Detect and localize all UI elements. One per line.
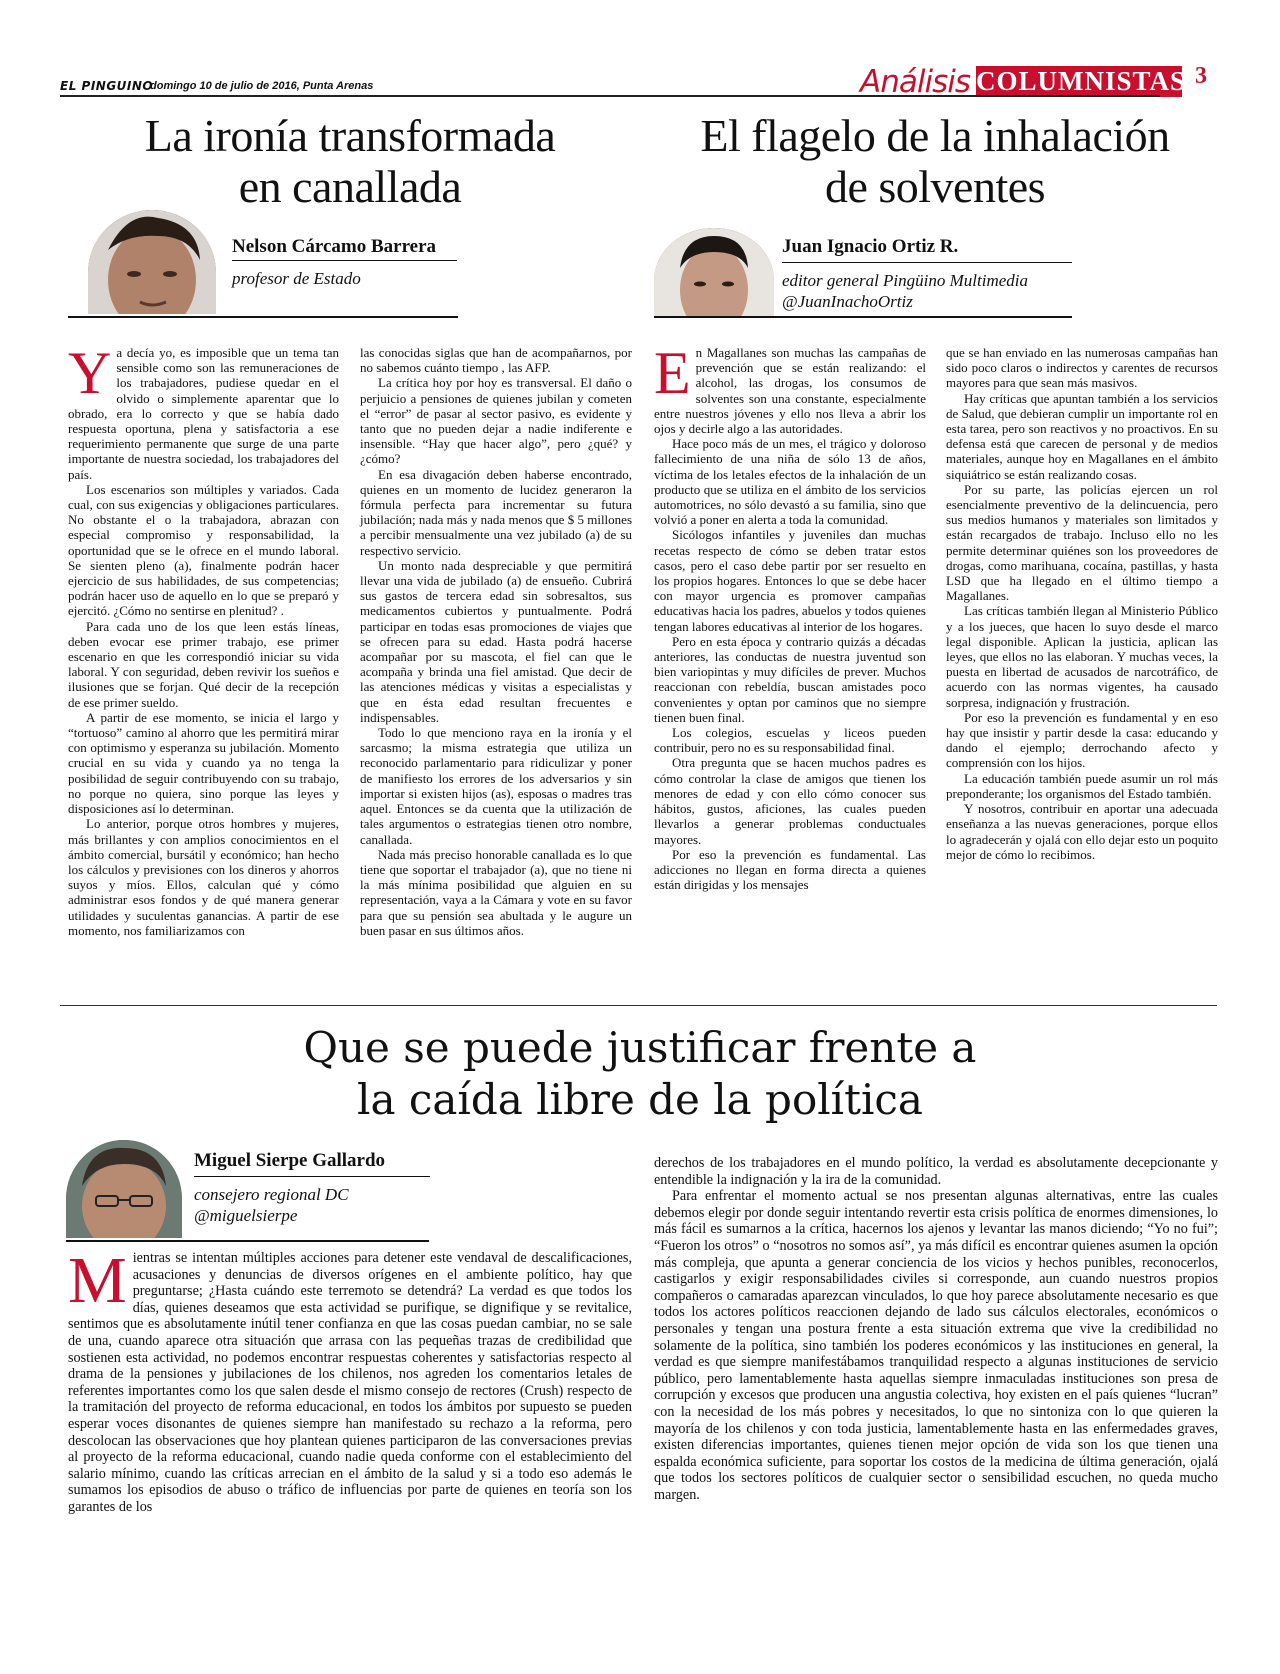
paragraph: Por eso la prevención es fundamental. Las adicciones no llegan en forma directa a quienes están dirigidas y los mensajes (654, 846, 926, 893)
article2-title-line1: El flagelo de la inhalación (700, 110, 1170, 161)
author-photo (88, 210, 216, 314)
paragraph: Y nosotros, contribuir en aportar una adecuada enseñanza a las nuevas generaciones, porque ellos lo agradecerán y ojalá con ello dejar esto un poquito mejor de cómo lo recibimos. (946, 801, 1218, 862)
drop-cap: M (68, 1244, 127, 1317)
paragraph: n Magallanes son muchas las campañas de prevención que se están realizando: el alcohol, las drogas, los consumos de solventes son una constante, especialmente entre nuestros jóvenes y ello nos lleva a abrir los ojos y decirle algo a las autoridades. (654, 345, 926, 437)
paragraph: Los colegios, escuelas y liceos pueden contribuir, pero no es su responsabilidad final. (654, 725, 926, 756)
paragraph: Los escenarios son múltiples y variados. Cada cual, con sus exigencias y obligaciones particulares. No obstante el o la trabajadora, abrazan con especial compromiso y responsabilidad, la oportunidad que se le ofrece en el mundo laboral. Se sienten pleno (a), finalmente podrán hacer ejercicio de sus habilidades, de sus competencias; podrán hacer uso de aquello en lo que se preparó y ejercitó. ¿Cómo no sentirse en plenitud? . (68, 481, 339, 619)
paragraph: Otra pregunta que se hacen muchos padres es cómo controlar la clase de amigos que tienen los menores de edad y con ello cómo conocer sus hábitos, gustos, aficiones, las cuales pueden llevarlos a generar problemas conductuales mayores. (654, 755, 926, 847)
portrait-icon (66, 1140, 182, 1238)
paragraph: Para cada uno de los que leen estás líneas, deben evocar ese primer trabajo, ese primer escenario en que les correspondió iniciar su vida laboral. Y con seguridad, deben revivir los sueños e ilusiones que se forjan. Qué decir de la recepción de ese primer sueldo. (68, 618, 339, 710)
section-divider (60, 1005, 1217, 1006)
paragraph: ientras se intentan múltiples acciones para detener este vendaval de descalificaciones, acusaciones y denuncias de diversos orígenes en el ambiente político, hay que preguntarse; ¿Hasta cuándo este terremoto se detendrá? La verdad es que todos los días, quienes deseamos que esta actividad se purifique, se dignifique y se revitalice, sentimos que es absolutamente inútil tener confianza en que las cosas puedan cambiar, no se sale de una, cuando aparece otra situación que arrasa con las pequeñas trazas de credibilidad que sostienen esta actividad, no podemos encontrar respuestas coherentes y satisfactorias respecto al drama de la pensiones y jubilaciones de los chilenos, nos agreden los comentarios letales de referentes importantes como los que salen desde el mismo consejo de rectores (Crush) respecto de la tramitación del proyecto de reforma educacional, en todos los ámbitos por supuesto se pueden esperar voces disonantes de quienes siempre han manifestado su rechazo a la reforma, pero descolocan las observaciones que hoy plantean quienes participaron de las conversaciones previas al proyecto de la reforma educacional, cuando nadie queda conforme con el establecimiento del salario mínimo, cuando las críticas arrecian en el ámbito de la salud y si a todo eso además le sumamos los episodios de abuso o tráfico de influencias por parte de quienes en teoría son los garantes de los (68, 1250, 632, 1515)
byline-rule (654, 316, 1072, 318)
author-photo (66, 1140, 182, 1238)
article1-column-1 (68, 340, 339, 938)
portrait-icon (654, 228, 774, 316)
paragraph: Por su parte, las policías ejercen un rol esencialmente preventivo de la delincuencia, pero sus medios humanos y materiales son limitados y están recargados de trabajo. Incluso ello no les permite determinar quiénes son los proveedores de drogas, como marihuana, cocaína, pastillas, y hasta LSD que ha llegado en el último tiempo a Magallanes. (946, 481, 1218, 604)
paragraph: Todo lo que menciono raya en la ironía y el sarcasmo; la misma estrategia que utiliza un reconocido parlamentario para ridiculizar y poner de manifiesto los errores de los adversarios y sin importar si existen hijos (as), esposas o madres tras aquel. Entonces se da cuenta que la utilización de tales argumentos o estrategias tienen otro nombre, canallada. (360, 725, 632, 847)
paragraph: derechos de los trabajadores en el mundo político, la verdad es absolutamente decepcionante y entendible la indignación y la ira de la comunidad. (654, 1155, 1218, 1188)
article3-role-line1: consejero regional DC (194, 1185, 349, 1204)
article3-author: Miguel Sierpe Gallardo (194, 1150, 386, 1171)
paragraph: A partir de ese momento, se inicia el largo y “tortuoso” camino al ahorro que les permitirá mirar con optimismo y esperanza su jubilación. Momento crucial en su vida y cuando ya no tenga la posibilidad de seguir contribuyendo con su trabajo, no porque no quiera, sino porque las leyes y disposiciones así lo determinan. (68, 709, 339, 817)
section-badge: COLUMNISTAS (976, 66, 1187, 96)
article3-column-1 (68, 1244, 632, 1516)
article2-title-line2: de solventes (824, 161, 1046, 212)
paragraph: Las críticas también llegan al Ministerio Público y a los jueces, que hacen lo suyo desde el marco legal disponible. Aplican la justicia, aplican las leyes, que ellos no las elaboran. Y muchas veces, la puesta en libertad de acusados de narcotráfico, de acuerdo con las normas vigentes, ha causado sorpresa, indignación y frustración. (946, 603, 1218, 710)
byline-rule (68, 316, 458, 318)
paragraph: La educación también puede asumir un rol más preponderante; los organismos del Estado también. (946, 770, 1218, 801)
analisis-label: Análisis (860, 64, 970, 100)
paragraph: a decía yo, es imposible que un tema tan sensible como son las remuneraciones de los trabajadores, pudiese quedar en el olvido o simplemente aparentar que lo obrado, era lo correcto y que se había dado respuesta oportuna, plena y satisfactoria a ese requerimiento permanente que surge de una parte importante de nuestra sociedad, los trabajadores del país. (68, 345, 339, 482)
dateline: domingo 10 de julio de 2016, Punta Arenas (150, 80, 374, 92)
drop-cap: Y (68, 340, 112, 406)
paragraph: Nada más preciso honorable canallada es lo que tiene que soportar el trabajador (a), que no tiene ni la más mínima posibilidad que alguien en su representación, vaya a la Cámara y vote en su favor para que su pensión sea abultada y le augure un buen pasar en sus últimos años. (360, 846, 632, 938)
paragraph: Pero en esta época y contrario quizás a décadas anteriores, las conductas de nuestra juventud son bien variopintas y muy difíciles de prever. Muchos reaccionan con rebeldía, buscan amistades poco convenientes y optan por caminos que no siempre tienen buen final. (654, 633, 926, 725)
article2-title (650, 110, 1220, 212)
paragraph: Para enfrentar el momento actual se nos presentan algunas alternativas, entre las cuales debemos elegir por donde seguir intentando revertir esta crisis política de enormes dimensiones, lo más fácil es sumarnos a la crítica, hacernos los ajenos y levantar las manos diciendo; “Yo no fui”; “Fueron los otros” o “nosotros no somos así”, ya más difícil es encontrar quienes asumen la opción más compleja, que apunta a generar conciencia de los vicios y hechos punibles, reconocerlos, castigarlos y exigir responsabilidades civiles si corresponde, aun cuando nuestros propios compañeros o camaradas aparezcan vinculados, lo que hoy parece absolutamente necesario es que todos los actores políticos reaccionen dejando de lado sus cálculos electorales, económicos o personales y tengan una postura frente a esta situación extrema que vive la credibilidad no solamente de la política, sino también los poderes económicos y las instituciones en general, la verdad es que siempre manifestábamos tranquilidad respecto a algunas instituciones de servicio público, pero lamentablemente hasta aquellas siempre inmaculadas instituciones son presa de corrupción y excesos que producen una angustia colectiva, hoy existen en el país quienes “lucran” con la necesidad de los más pobres y necesitados, lo que no sintoniza con lo que quieren la mayoría de los chilenos y con toda justicia, lamentablemente hasta en las enfermedades graves, existen diferencias importantes, quienes tienen mejor opción de vida son los que tienen una espalda económica suficiente, para soportar los costos de la medicina de última generación, ojalá que todos los sectores políticos de cualquier sector o sensibilidad escuchen, no queda mucho margen. (654, 1188, 1218, 1503)
article1-author: Nelson Cárcamo Barrera (232, 236, 437, 257)
header-rule (60, 95, 1160, 97)
paragraph: Sicólogos infantiles y juveniles dan muchas recetas respecto de cómo se deben tratar estos casos, pero el caso debe partir por ser resuelto en los propios hogares. Entonces lo que se debe hacer con mayor urgencia es promover campañas educativas hacia los padres, abuelos y todos quienes tengan labores educativas al interior de los hogares. (654, 527, 926, 634)
author-photo (654, 228, 774, 316)
paragraph: Lo anterior, porque otros hombres y mujeres, más brillantes y con amplios conocimientos en el ámbito comercial, bursátil y económico; han hecho los cálculos y previsiones con los dineros y ahorros suyos y míos. Ellos, calculan qué y cómo administrar esos fondos y de qué manera generar utilidades y suculentas ganancias. A partir de ese momento, nos familiarizamos con (68, 816, 339, 938)
paragraph: En esa divagación deben haberse encontrado, quienes en un momento de lucidez generaron la fórmula perfecta para incrementar su futura jubilación; nada más y nada menos que $ 5 millones a percibir mensualmente una vez jubilado (a) de su respectivo servicio. (360, 466, 632, 558)
article2-author: Juan Ignacio Ortiz R. (782, 236, 959, 257)
article1-title-line2: en canallada (238, 161, 462, 212)
paragraph: las conocidas siglas que han de acompañarnos, por no sabemos cuánto tiempo , las AFP. (360, 345, 632, 376)
portrait-icon (88, 210, 216, 314)
author-rule (194, 1176, 430, 1177)
byline-rule (66, 1240, 429, 1242)
article2-role-line1: editor general Pingüino Multimedia (782, 271, 1028, 290)
article3-title (160, 1022, 1120, 1126)
paragraph: Por eso la prevención es fundamental y en eso hay que insistir y partir desde la casa: educando y dando el ejemplo; derrochando afecto y comprensión con los hijos. (946, 709, 1218, 771)
newspaper-logo: EL PINGUINO (60, 79, 154, 93)
article3-title-line2: la caída libre de la política (357, 1075, 923, 1124)
article3-role-line2: @miguelsierpe (194, 1206, 298, 1225)
page-number: 3 (1195, 63, 1207, 89)
paragraph: Un monto nada despreciable y que permitirá llevar una vida de jubilado (a) de ensueño. Cubrirá sus gastos de tercera edad sin sobresaltos, sus medicamentos cubiertos y puntualmente. Podrá participar en todas esas promociones de viajes que se ofrecen para su edad. Hasta podrá hacerse acompañar por su mascota, el fiel can que le acompaña y brinda una fiel amistad. Que decir de las atenciones médicas y visitas a especialistas y que en ésta edad resultan frecuentes e indispensables. (360, 557, 632, 725)
article3-role (194, 1184, 349, 1226)
article1-title-line1: La ironía transformada (144, 110, 556, 161)
article3-title-line1: Que se puede justificar frente a (303, 1023, 977, 1072)
article2-column-1 (654, 340, 926, 893)
article3-column-2 (654, 1155, 1218, 1503)
article2-role (782, 270, 1028, 312)
paragraph: La crítica hoy por hoy es transversal. El daño o perjuicio a pensiones de quienes jubilan y cometen el “error” de pasar al sector pasivo, es evidente y tanto que no pueden dejar a nadie indiferente e insensible. “Hay que hacer algo”, pero ¿qué? y ¿cómo? (360, 375, 632, 467)
article1-column-2 (360, 345, 632, 938)
author-rule (232, 260, 457, 261)
article1-title (70, 110, 630, 212)
author-rule (782, 262, 1072, 263)
paragraph: que se han enviado en las numerosas campañas han sido poco claros o indirectos y carentes de recursos mayores para que sean más masivos. (946, 345, 1218, 391)
paragraph: Hace poco más de un mes, el trágico y doloroso fallecimiento de una niña de sólo 13 de años, víctima de los letales efectos de la inhalación de un producto que se utiliza en el ámbito de los servicios automotrices, no sólo devastó a su familia, sino que volvió a poner en alerta a toda la comunidad. (654, 436, 926, 528)
paragraph: Hay críticas que apuntan también a los servicios de Salud, que debieran cumplir un importante rol en esta tarea, pero son reactivos y no proactivos. En su defensa está que carecen de personal y de medios materiales, aunque hoy en Magallanes en el ámbito siquiátrico se están realizando cosas. (946, 390, 1218, 482)
article2-role-line2: @JuanInachoOrtiz (782, 292, 913, 311)
article2-column-2 (946, 345, 1218, 862)
drop-cap: E (654, 340, 691, 406)
article1-role: profesor de Estado (232, 269, 361, 288)
